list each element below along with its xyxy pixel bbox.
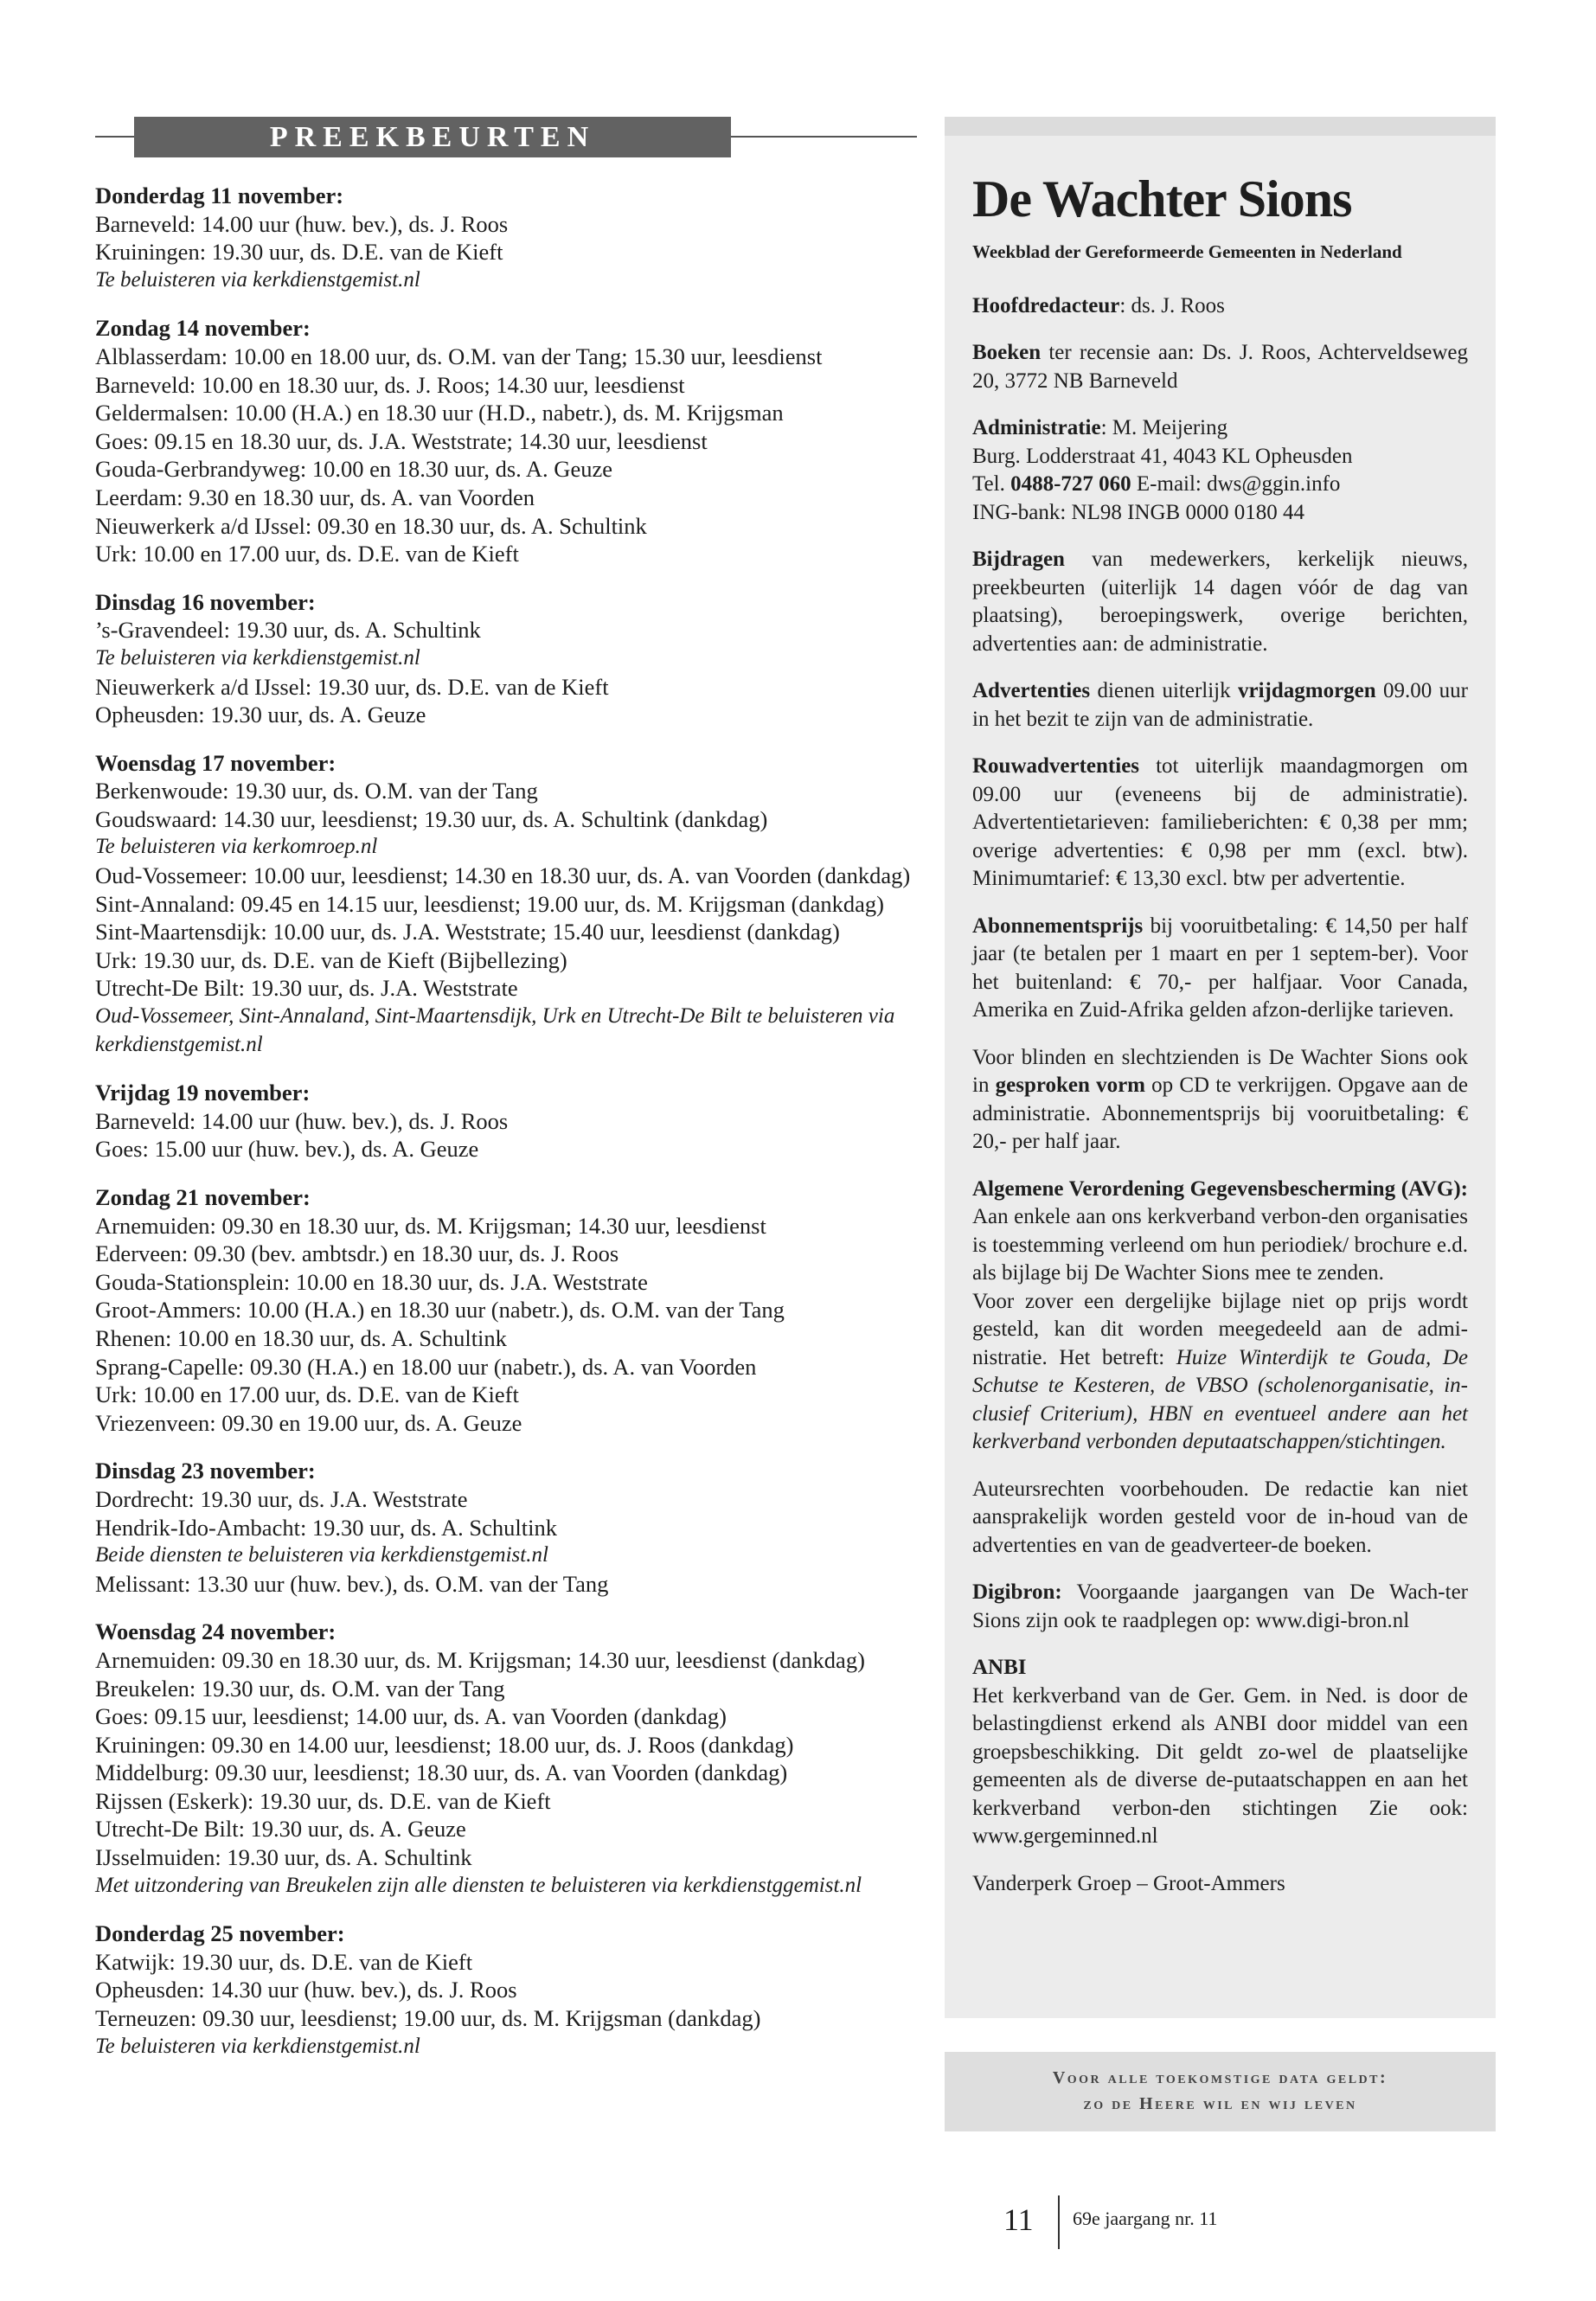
colophon-paragraph bbox=[972, 1044, 1468, 1157]
footer-quote-line2: zo de Heere wil en wij leven bbox=[1083, 2094, 1357, 2113]
colophon-text: Boeken bbox=[972, 341, 1042, 364]
day-heading: Woensdag 17 november: bbox=[95, 749, 337, 776]
service-entry: IJsselmuiden: 19.30 uur, ds. A. Schultink bbox=[95, 1844, 472, 1871]
service-entry: Nieuwerkerk a/d IJssel: 19.30 uur, ds. D.E. van de Kieft bbox=[95, 673, 609, 700]
colophon-text: ING-bank: NL98 INGB 0000 0180 44 bbox=[972, 500, 1304, 524]
colophon-text: Vanderperk Groep – Groot-Ammers bbox=[972, 1871, 1285, 1895]
listen-note: Te beluisteren via kerkdienstgemist.nl bbox=[95, 2034, 420, 2058]
colophon-text: tot uiterlijk maandagmorgen om 09.00 uur (eveneens bij de administratie). Advertentietarieven: familieberichten: € 0,38 per mm; overige advertenties: € 0,98 per mm (excl. btw). Minimumtarief: € 13,30 excl. btw per advertentie. bbox=[972, 754, 1468, 890]
day-heading: Vrijdag 19 november: bbox=[95, 1080, 311, 1106]
colophon-topband bbox=[945, 117, 1496, 136]
colophon-text: Bijdragen bbox=[972, 548, 1065, 571]
service-entry: Berkenwoude: 19.30 uur, ds. O.M. van der Tang bbox=[95, 778, 538, 804]
service-entry: Nieuwerkerk a/d IJssel: 09.30 en 18.30 uur, ds. A. Schultink bbox=[95, 512, 647, 539]
colophon-paragraph bbox=[972, 1476, 1468, 1561]
service-entry: Alblasserdam: 10.00 en 18.00 uur, ds. O.M. van der Tang; 15.30 uur, leesdienst bbox=[95, 343, 823, 369]
colophon-paragraph bbox=[972, 292, 1468, 321]
service-entry: Gouda-Gerbrandyweg: 10.00 en 18.30 uur, ds. A. Geuze bbox=[95, 456, 612, 483]
service-entry: Utrecht-De Bilt: 19.30 uur, ds. J.A. Weststrate bbox=[95, 975, 518, 1002]
service-entry: Dordrecht: 19.30 uur, ds. J.A. Weststrate bbox=[95, 1485, 468, 1512]
listen-note: Oud-Vossemeer, Sint-Annaland, Sint-Maartensdijk, Urk en Utrecht-De Bilt te beluisteren via kerkdienstgemist.nl bbox=[95, 1004, 895, 1056]
day-section bbox=[95, 314, 917, 567]
day-heading: Dinsdag 16 november: bbox=[95, 588, 316, 615]
colophon-text: Algemene Verordening Gegevensbescherming (AVG): bbox=[972, 1176, 1468, 1201]
colophon-text: van medewerkers, kerkelijk nieuws, preekbeurten (uiterlijk 14 dagen vóór de dag van plaatsing), beroepingswerk, overige berichten, advertenties aan: de administratie. bbox=[972, 548, 1468, 656]
listen-note: Te beluisteren via kerkdienstgemist.nl bbox=[95, 645, 420, 670]
day-heading: Zondag 14 november: bbox=[95, 315, 311, 342]
service-entry: Barneveld: 14.00 uur (huw. bev.), ds. J. Roos bbox=[95, 210, 509, 237]
day-heading: Donderdag 25 november: bbox=[95, 1920, 345, 1947]
colophon-paragraphs bbox=[972, 292, 1468, 1899]
service-entry: Opheusden: 19.30 uur, ds. A. Geuze bbox=[95, 702, 426, 728]
service-entry: Gouda-Stationsplein: 10.00 en 18.30 uur, ds. J.A. Weststrate bbox=[95, 1268, 648, 1295]
listen-note: Te beluisteren via kerkdienstgemist.nl bbox=[95, 267, 420, 292]
listen-note: Te beluisteren via kerkomroep.nl bbox=[95, 835, 378, 859]
service-entry: Barneveld: 14.00 uur (huw. bev.), ds. J. Roos bbox=[95, 1107, 509, 1134]
colophon-text: gesproken vorm bbox=[995, 1074, 1145, 1097]
colophon-paragraph bbox=[972, 753, 1468, 894]
colophon-paragraph bbox=[972, 1176, 1468, 1457]
colophon-paragraph bbox=[972, 1870, 1468, 1899]
service-entry: Goes: 09.15 uur, leesdienst; 14.00 uur, ds. A. van Voorden (dankdag) bbox=[95, 1703, 727, 1730]
colophon-text: Abonnementsprijs bbox=[972, 913, 1144, 938]
colophon-text: : M. Meijering bbox=[1100, 416, 1228, 439]
service-entry: Sint-Annaland: 09.45 en 14.15 uur, leesdienst; 19.00 uur, ds. M. Krijgsman (dankdag) bbox=[95, 890, 884, 917]
colophon-text: Tel. bbox=[972, 472, 1011, 496]
day-section bbox=[95, 1457, 917, 1598]
service-entry: Middelburg: 09.30 uur, leesdienst; 18.30 uur, ds. A. van Voorden (dankdag) bbox=[95, 1759, 788, 1786]
day-heading: Dinsdag 23 november: bbox=[95, 1458, 316, 1484]
colophon-text: dienen uiterlijk bbox=[1090, 679, 1238, 702]
service-entry: Vriezenveen: 09.30 en 19.00 uur, ds. A. Geuze bbox=[95, 1409, 522, 1436]
day-heading: Donderdag 11 november: bbox=[95, 183, 344, 208]
day-section bbox=[95, 749, 917, 1060]
service-entry: Sint-Maartensdijk: 10.00 uur, ds. J.A. Weststrate; 15.40 uur, leesdienst (dankdag) bbox=[95, 919, 840, 945]
magazine-title: De Wachter Sions bbox=[972, 170, 1352, 228]
colophon-text: Voorgaande jaargangen van De Wach-ter Sions zijn ook te raadplegen op: www.digi-bron.nl bbox=[972, 1580, 1468, 1632]
colophon-text: Advertenties bbox=[972, 679, 1091, 702]
day-section bbox=[95, 1183, 917, 1437]
listen-note: Met uitzondering van Breukelen zijn alle diensten te beluisteren via kerkdienstggemist.nl bbox=[95, 1873, 862, 1897]
service-entry: Kruiningen: 19.30 uur, ds. D.E. van de Kieft bbox=[95, 239, 503, 266]
listen-note: Beide diensten te beluisteren via kerkdienstgemist.nl bbox=[95, 1543, 548, 1567]
issue-label: 69e jaargang nr. 11 bbox=[1073, 2208, 1218, 2229]
colophon-text: vrijdagmorgen bbox=[1237, 679, 1376, 702]
service-entry: Melissant: 13.30 uur (huw. bev.), ds. O.M. van der Tang bbox=[95, 1570, 609, 1597]
service-entry: Opheusden: 14.30 uur (huw. bev.), ds. J. Roos bbox=[95, 1977, 517, 2003]
service-entry: Utrecht-De Bilt: 19.30 uur, ds. A. Geuze bbox=[95, 1816, 466, 1843]
service-entry: Goes: 09.15 en 18.30 uur, ds. J.A. Weststrate; 14.30 uur, leesdienst bbox=[95, 427, 708, 454]
service-entry: Rhenen: 10.00 en 18.30 uur, ds. A. Schultink bbox=[95, 1324, 507, 1351]
day-section bbox=[95, 588, 917, 729]
footer-quote-box bbox=[945, 2052, 1496, 2131]
service-entry: Urk: 10.00 en 17.00 uur, ds. D.E. van de Kieft bbox=[95, 1381, 519, 1408]
page-separator bbox=[1058, 2195, 1060, 2249]
service-entry: Ederveen: 09.30 (bev. ambtsdr.) en 18.30 uur, ds. J. Roos bbox=[95, 1240, 619, 1267]
colophon-text: Administratie bbox=[972, 416, 1101, 439]
colophon-text: ter recensie aan: Ds. J. Roos, Achterveldseweg 20, 3772 NB Barneveld bbox=[972, 341, 1468, 393]
day-section bbox=[95, 1920, 917, 2061]
day-heading: Woensdag 24 november: bbox=[95, 1618, 337, 1645]
day-section bbox=[95, 182, 917, 294]
page-number: 11 bbox=[1003, 2202, 1034, 2237]
colophon-paragraph bbox=[972, 1579, 1468, 1635]
colophon-paragraph bbox=[972, 339, 1468, 395]
day-section bbox=[95, 1079, 917, 1163]
colophon-text: E-mail: dws@ggin.info bbox=[1131, 472, 1341, 496]
colophon-paragraph bbox=[972, 1654, 1468, 1851]
service-entry: Goes: 15.00 uur (huw. bev.), ds. A. Geuze bbox=[95, 1136, 479, 1163]
colophon-text: Het kerkverband van de Ger. Gem. in Ned. is door de belastingdienst erkend als ANBI door middel van een groepsbeschikking. Dit geldt zo-wel de plaatselijke gemeenten als de diverse de-putaatschappen en aan het kerkverband verbon-den stichtingen Zie ook: www.gergeminned.nl bbox=[972, 1683, 1468, 1848]
service-entry: Rijssen (Eskerk): 19.30 uur, ds. D.E. van de Kieft bbox=[95, 1787, 551, 1814]
colophon-text: bij vooruitbetaling: € 14,50 per half jaar (te betalen per 1 maart en per 1 septem-ber). Voor het buitenland: € 70,- per halfjaar. Voor Canada, Amerika en Zuid-Afrika gelden afzon-derlijke tarieven. bbox=[972, 913, 1468, 1022]
service-entry: Terneuzen: 09.30 uur, leesdienst; 19.00 uur, ds. M. Krijgsman (dankdag) bbox=[95, 2005, 761, 2032]
section-header: PREEKBEURTEN bbox=[134, 117, 731, 157]
service-entry: Oud-Vossemeer: 10.00 uur, leesdienst; 14.30 en 18.30 uur, ds. A. van Voorden (dankdag) bbox=[95, 862, 911, 889]
colophon-text: Aan enkele aan ons kerkverband verbon-den organisaties is toestemming verleend om hun periodiek/ brochure e.d. als bijlage bij De Wachter Sions mee te zenden. bbox=[972, 1205, 1468, 1285]
colophon-box bbox=[945, 117, 1496, 2018]
service-entry: Urk: 19.30 uur, ds. D.E. van de Kieft (Bijbellezing) bbox=[95, 946, 567, 973]
day-heading: Zondag 21 november: bbox=[95, 1184, 311, 1210]
colophon-text: ANBI bbox=[972, 1656, 1027, 1679]
service-entry: Kruiningen: 09.30 en 14.00 uur, leesdienst; 18.00 uur, ds. J. Roos (dankdag) bbox=[95, 1731, 794, 1758]
colophon-text: Hoofdredacteur bbox=[972, 293, 1120, 317]
service-entry: Urk: 10.00 en 17.00 uur, ds. D.E. van de Kieft bbox=[95, 541, 519, 567]
service-entry: ’s-Gravendeel: 19.30 uur, ds. A. Schultink bbox=[95, 617, 481, 644]
sermon-listing bbox=[95, 182, 917, 2080]
service-entry: Arnemuiden: 09.30 en 18.30 uur, ds. M. Krijgsman; 14.30 uur, leesdienst (dankdag) bbox=[95, 1646, 865, 1673]
day-section bbox=[95, 1618, 917, 1900]
service-entry: Breukelen: 19.30 uur, ds. O.M. van der Tang bbox=[95, 1675, 505, 1702]
colophon-paragraph bbox=[972, 913, 1468, 1025]
colophon-text: Digibron: bbox=[972, 1580, 1062, 1604]
colophon-text: Voor blinden en slechtzienden is De Wachter Sions ook in bbox=[972, 1045, 1468, 1097]
magazine-subtitle: Weekblad der Gereformeerde Gemeenten in Nederland bbox=[972, 241, 1402, 262]
colophon-text: Auteursrechten voorbehouden. De redactie kan niet aansprakelijk worden gesteld voor de in-houd van de advertenties en van de geadverteer-de boeken. bbox=[972, 1477, 1468, 1557]
colophon-text: Huize Winterdijk te Gouda, De Schutse te Kesteren, de VBSO (scholenorganisatie, in-clusief Criterium), HBN en eventueel andere aan het kerkverband verbonden deputaatschappen/stichtingen. bbox=[972, 1345, 1469, 1453]
service-entry: Geldermalsen: 10.00 (H.A.) en 18.30 uur (H.D., nabetr.), ds. M. Krijgsman bbox=[95, 400, 784, 426]
colophon-paragraph bbox=[972, 677, 1468, 734]
colophon-text: : ds. J. Roos bbox=[1119, 293, 1225, 317]
colophon-paragraph bbox=[972, 414, 1468, 527]
colophon-text: 0488-727 060 bbox=[1010, 472, 1131, 496]
service-entry: Arnemuiden: 09.30 en 18.30 uur, ds. M. Krijgsman; 14.30 uur, leesdienst bbox=[95, 1212, 766, 1239]
footer-quote-line1: Voor alle toekomstige data geldt: bbox=[1052, 2068, 1388, 2087]
service-entry: Barneveld: 10.00 en 18.30 uur, ds. J. Roos; 14.30 uur, leesdienst bbox=[95, 371, 685, 398]
colophon-text: Voor zover een dergelijke bijlage niet op prijs wordt gesteld, kan dit worden meegedeeld aan de admi-nistratie. Het betreft: bbox=[972, 1289, 1468, 1369]
service-entry: Groot-Ammers: 10.00 (H.A.) en 18.30 uur (nabetr.), ds. O.M. van der Tang bbox=[95, 1297, 785, 1324]
service-entry: Sprang-Capelle: 09.30 (H.A.) en 18.00 uur (nabetr.), ds. A. van Voorden bbox=[95, 1353, 757, 1380]
colophon-paragraph bbox=[972, 546, 1468, 658]
service-entry: Katwijk: 19.30 uur, ds. D.E. van de Kieft bbox=[95, 1948, 473, 1975]
service-entry: Goudswaard: 14.30 uur, leesdienst; 19.30 uur, ds. A. Schultink (dankdag) bbox=[95, 805, 768, 832]
colophon-text: 09.00 uur in het bezit te zijn van de administratie. bbox=[972, 679, 1469, 731]
service-entry: Leerdam: 9.30 en 18.30 uur, ds. A. van Voorden bbox=[95, 484, 535, 510]
colophon-text: op CD te verkrijgen. Opgave aan de administratie. Abonnementsprijs bij vooruitbetaling: € 20,- per half jaar. bbox=[972, 1074, 1468, 1153]
service-entry: Hendrik-Ido-Ambacht: 19.30 uur, ds. A. Schultink bbox=[95, 1514, 558, 1541]
colophon-text: Burg. Lodderstraat 41, 4043 KL Opheusden bbox=[972, 444, 1353, 468]
colophon-text: Rouwadvertenties bbox=[972, 754, 1140, 778]
